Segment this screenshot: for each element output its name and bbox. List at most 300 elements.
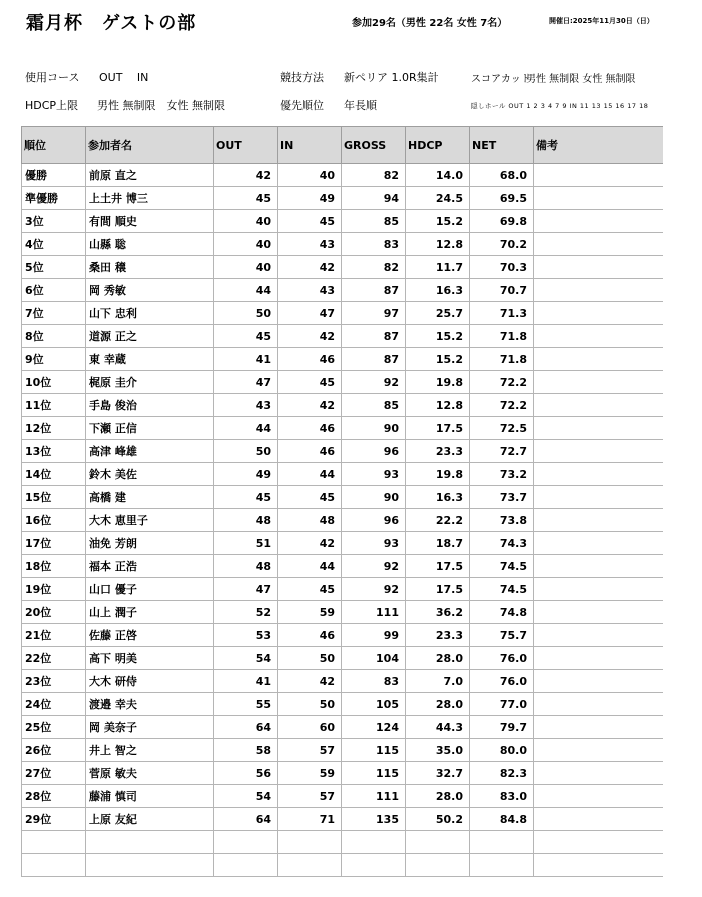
net-cell: 72.2 bbox=[470, 371, 534, 394]
hdcp-cell: 15.2 bbox=[406, 348, 470, 371]
remarks-cell bbox=[534, 210, 663, 233]
remarks-cell bbox=[534, 394, 663, 417]
hdcp-cell: 24.5 bbox=[406, 187, 470, 210]
rank-cell: 19位 bbox=[22, 578, 86, 601]
course-value: OUT IN bbox=[99, 71, 149, 84]
gross-cell: 85 bbox=[342, 394, 406, 417]
remarks-cell bbox=[534, 785, 663, 808]
hdcp-limit-label: HDCP上限 bbox=[25, 99, 79, 112]
in-cell: 44 bbox=[278, 555, 342, 578]
out-cell: 40 bbox=[214, 256, 278, 279]
results-table bbox=[21, 126, 663, 877]
in-cell: 43 bbox=[278, 233, 342, 256]
gross-cell: 124 bbox=[342, 716, 406, 739]
net-cell: 71.8 bbox=[470, 325, 534, 348]
name-cell: 大木 恵里子 bbox=[86, 509, 214, 532]
remarks-cell bbox=[534, 371, 663, 394]
net-cell: 69.8 bbox=[470, 210, 534, 233]
table-row bbox=[22, 808, 663, 831]
remarks-cell bbox=[534, 808, 663, 831]
net-cell: 70.3 bbox=[470, 256, 534, 279]
gross-cell: 87 bbox=[342, 325, 406, 348]
out-cell: 49 bbox=[214, 463, 278, 486]
rank-cell: 6位 bbox=[22, 279, 86, 302]
rank-cell: 5位 bbox=[22, 256, 86, 279]
name-cell: 梶原 圭介 bbox=[86, 371, 214, 394]
name-cell: 大木 研侍 bbox=[86, 670, 214, 693]
in-cell bbox=[278, 831, 342, 854]
table-row bbox=[22, 647, 663, 670]
in-cell: 57 bbox=[278, 785, 342, 808]
rank-cell: 22位 bbox=[22, 647, 86, 670]
header-gross: GROSS bbox=[342, 127, 406, 164]
out-cell: 41 bbox=[214, 670, 278, 693]
net-cell: 72.5 bbox=[470, 417, 534, 440]
in-cell: 48 bbox=[278, 509, 342, 532]
rank-cell: 13位 bbox=[22, 440, 86, 463]
hdcp-cell bbox=[406, 854, 470, 877]
rank-cell: 15位 bbox=[22, 486, 86, 509]
out-cell: 45 bbox=[214, 325, 278, 348]
name-cell: 佐藤 正啓 bbox=[86, 624, 214, 647]
rank-cell: 28位 bbox=[22, 785, 86, 808]
remarks-cell bbox=[534, 578, 663, 601]
gross-cell: 115 bbox=[342, 739, 406, 762]
name-cell: 上土井 博三 bbox=[86, 187, 214, 210]
in-cell: 50 bbox=[278, 693, 342, 716]
rank-cell: 27位 bbox=[22, 762, 86, 785]
table-row bbox=[22, 555, 663, 578]
course-label: 使用コース bbox=[25, 71, 80, 84]
gross-cell: 92 bbox=[342, 578, 406, 601]
hdcp-cell: 17.5 bbox=[406, 555, 470, 578]
rank-cell: 29位 bbox=[22, 808, 86, 831]
table-row bbox=[22, 601, 663, 624]
net-cell: 68.0 bbox=[470, 164, 534, 187]
hdcp-limit-value: 男性 無制限 女性 無制限 bbox=[97, 99, 225, 112]
gross-cell: 87 bbox=[342, 348, 406, 371]
name-cell: 有間 順史 bbox=[86, 210, 214, 233]
remarks-cell bbox=[534, 348, 663, 371]
hdcp-cell: 17.5 bbox=[406, 578, 470, 601]
name-cell: 藤浦 慎司 bbox=[86, 785, 214, 808]
table-row bbox=[22, 854, 663, 877]
in-cell: 46 bbox=[278, 348, 342, 371]
remarks-cell bbox=[534, 256, 663, 279]
remarks-cell bbox=[534, 325, 663, 348]
name-cell: 渡邉 幸夫 bbox=[86, 693, 214, 716]
header-remarks: 備考 bbox=[534, 127, 663, 164]
out-cell bbox=[214, 854, 278, 877]
table-row bbox=[22, 693, 663, 716]
table-row bbox=[22, 371, 663, 394]
in-cell: 50 bbox=[278, 647, 342, 670]
name-cell: 高橋 建 bbox=[86, 486, 214, 509]
header-out: OUT bbox=[214, 127, 278, 164]
out-cell: 54 bbox=[214, 647, 278, 670]
rank-cell: 17位 bbox=[22, 532, 86, 555]
hdcp-cell: 19.8 bbox=[406, 463, 470, 486]
table-row bbox=[22, 256, 663, 279]
hdcp-cell: 12.8 bbox=[406, 394, 470, 417]
out-cell: 44 bbox=[214, 279, 278, 302]
net-cell bbox=[470, 854, 534, 877]
remarks-cell bbox=[534, 693, 663, 716]
in-cell: 60 bbox=[278, 716, 342, 739]
out-cell: 45 bbox=[214, 486, 278, 509]
rank-cell: 11位 bbox=[22, 394, 86, 417]
gross-cell: 115 bbox=[342, 762, 406, 785]
name-cell: 前原 直之 bbox=[86, 164, 214, 187]
net-cell: 74.5 bbox=[470, 578, 534, 601]
scorecut-label: スコアカット bbox=[471, 74, 531, 85]
header-hdcp: HDCP bbox=[406, 127, 470, 164]
table-row bbox=[22, 187, 663, 210]
hdcp-cell: 19.8 bbox=[406, 371, 470, 394]
net-cell: 72.2 bbox=[470, 394, 534, 417]
remarks-cell bbox=[534, 716, 663, 739]
out-cell: 48 bbox=[214, 509, 278, 532]
table-row bbox=[22, 716, 663, 739]
remarks-cell bbox=[534, 647, 663, 670]
net-cell: 80.0 bbox=[470, 739, 534, 762]
remarks-cell bbox=[534, 762, 663, 785]
rank-cell bbox=[22, 831, 86, 854]
table-row bbox=[22, 578, 663, 601]
gross-cell: 97 bbox=[342, 302, 406, 325]
out-cell: 42 bbox=[214, 164, 278, 187]
remarks-cell bbox=[534, 831, 663, 854]
out-cell: 43 bbox=[214, 394, 278, 417]
rank-cell: 21位 bbox=[22, 624, 86, 647]
remarks-cell bbox=[534, 417, 663, 440]
in-cell: 45 bbox=[278, 486, 342, 509]
remarks-cell bbox=[534, 739, 663, 762]
hdcp-cell: 25.7 bbox=[406, 302, 470, 325]
results-body bbox=[22, 164, 663, 877]
name-cell: 福本 正浩 bbox=[86, 555, 214, 578]
out-cell: 52 bbox=[214, 601, 278, 624]
rank-cell: 4位 bbox=[22, 233, 86, 256]
net-cell: 83.0 bbox=[470, 785, 534, 808]
remarks-cell bbox=[534, 670, 663, 693]
remarks-cell bbox=[534, 463, 663, 486]
table-row bbox=[22, 440, 663, 463]
gross-cell bbox=[342, 831, 406, 854]
gross-cell: 99 bbox=[342, 624, 406, 647]
header-rank: 順位 bbox=[22, 127, 86, 164]
out-cell: 55 bbox=[214, 693, 278, 716]
hdcp-cell: 18.7 bbox=[406, 532, 470, 555]
table-row bbox=[22, 624, 663, 647]
hdcp-cell: 12.8 bbox=[406, 233, 470, 256]
rank-cell: 7位 bbox=[22, 302, 86, 325]
net-cell: 73.2 bbox=[470, 463, 534, 486]
hdcp-cell: 7.0 bbox=[406, 670, 470, 693]
remarks-cell bbox=[534, 164, 663, 187]
out-cell: 40 bbox=[214, 210, 278, 233]
out-cell: 58 bbox=[214, 739, 278, 762]
remarks-cell bbox=[534, 601, 663, 624]
gross-cell: 92 bbox=[342, 555, 406, 578]
table-row bbox=[22, 785, 663, 808]
name-cell: 岡 秀敏 bbox=[86, 279, 214, 302]
table-row bbox=[22, 670, 663, 693]
scorecut-value: 男性 無制限 女性 無制限 bbox=[526, 74, 636, 85]
in-cell: 42 bbox=[278, 325, 342, 348]
rank-cell: 3位 bbox=[22, 210, 86, 233]
hidden-holes: 隠しホール OUT 1 2 3 4 7 9 IN 11 13 15 16 17 18 bbox=[471, 102, 649, 110]
table-row bbox=[22, 509, 663, 532]
table-row bbox=[22, 486, 663, 509]
hdcp-cell: 16.3 bbox=[406, 486, 470, 509]
table-row bbox=[22, 762, 663, 785]
in-cell: 57 bbox=[278, 739, 342, 762]
net-cell: 72.7 bbox=[470, 440, 534, 463]
name-cell: 山下 忠利 bbox=[86, 302, 214, 325]
rank-cell: 12位 bbox=[22, 417, 86, 440]
table-header-row bbox=[22, 127, 663, 164]
gross-cell: 104 bbox=[342, 647, 406, 670]
gross-cell: 83 bbox=[342, 670, 406, 693]
net-cell: 84.8 bbox=[470, 808, 534, 831]
out-cell: 51 bbox=[214, 532, 278, 555]
header-in: IN bbox=[278, 127, 342, 164]
remarks-cell bbox=[534, 854, 663, 877]
remarks-cell bbox=[534, 555, 663, 578]
net-cell: 74.3 bbox=[470, 532, 534, 555]
rank-cell: 18位 bbox=[22, 555, 86, 578]
participant-count: 参加29名（男性 22名 女性 7名） bbox=[352, 18, 508, 29]
out-cell: 47 bbox=[214, 578, 278, 601]
in-cell: 42 bbox=[278, 670, 342, 693]
net-cell: 76.0 bbox=[470, 647, 534, 670]
hdcp-cell: 23.3 bbox=[406, 440, 470, 463]
rank-cell: 24位 bbox=[22, 693, 86, 716]
remarks-cell bbox=[534, 279, 663, 302]
remarks-cell bbox=[534, 624, 663, 647]
net-cell bbox=[470, 831, 534, 854]
gross-cell bbox=[342, 854, 406, 877]
in-cell bbox=[278, 854, 342, 877]
name-cell: 高下 明美 bbox=[86, 647, 214, 670]
priority-label: 優先順位 bbox=[280, 99, 324, 112]
net-cell: 70.7 bbox=[470, 279, 534, 302]
method-label: 競技方法 bbox=[280, 71, 324, 84]
hdcp-cell: 28.0 bbox=[406, 785, 470, 808]
hdcp-cell: 44.3 bbox=[406, 716, 470, 739]
in-cell: 71 bbox=[278, 808, 342, 831]
name-cell: 油免 芳朗 bbox=[86, 532, 214, 555]
name-cell: 山口 優子 bbox=[86, 578, 214, 601]
out-cell: 64 bbox=[214, 716, 278, 739]
in-cell: 47 bbox=[278, 302, 342, 325]
hdcp-cell bbox=[406, 831, 470, 854]
gross-cell: 93 bbox=[342, 532, 406, 555]
hdcp-cell: 28.0 bbox=[406, 647, 470, 670]
in-cell: 42 bbox=[278, 394, 342, 417]
name-cell: 山縣 聡 bbox=[86, 233, 214, 256]
table-row bbox=[22, 417, 663, 440]
gross-cell: 87 bbox=[342, 279, 406, 302]
in-cell: 46 bbox=[278, 417, 342, 440]
out-cell: 41 bbox=[214, 348, 278, 371]
hdcp-cell: 32.7 bbox=[406, 762, 470, 785]
in-cell: 45 bbox=[278, 210, 342, 233]
in-cell: 42 bbox=[278, 256, 342, 279]
table-row bbox=[22, 348, 663, 371]
name-cell: 高津 峰雄 bbox=[86, 440, 214, 463]
gross-cell: 111 bbox=[342, 785, 406, 808]
table-row bbox=[22, 302, 663, 325]
hdcp-cell: 17.5 bbox=[406, 417, 470, 440]
gross-cell: 105 bbox=[342, 693, 406, 716]
gross-cell: 96 bbox=[342, 509, 406, 532]
gross-cell: 94 bbox=[342, 187, 406, 210]
net-cell: 77.0 bbox=[470, 693, 534, 716]
hdcp-cell: 50.2 bbox=[406, 808, 470, 831]
table-row bbox=[22, 279, 663, 302]
remarks-cell bbox=[534, 233, 663, 256]
in-cell: 46 bbox=[278, 440, 342, 463]
net-cell: 79.7 bbox=[470, 716, 534, 739]
gross-cell: 92 bbox=[342, 371, 406, 394]
net-cell: 75.7 bbox=[470, 624, 534, 647]
net-cell: 73.8 bbox=[470, 509, 534, 532]
name-cell: 桑田 穣 bbox=[86, 256, 214, 279]
hdcp-cell: 23.3 bbox=[406, 624, 470, 647]
remarks-cell bbox=[534, 532, 663, 555]
out-cell: 47 bbox=[214, 371, 278, 394]
net-cell: 74.5 bbox=[470, 555, 534, 578]
out-cell: 64 bbox=[214, 808, 278, 831]
net-cell: 69.5 bbox=[470, 187, 534, 210]
net-cell: 71.3 bbox=[470, 302, 534, 325]
hdcp-cell: 35.0 bbox=[406, 739, 470, 762]
rank-cell: 9位 bbox=[22, 348, 86, 371]
table-row bbox=[22, 463, 663, 486]
name-cell: 下瀬 正信 bbox=[86, 417, 214, 440]
page-title: 霜月杯 ゲストの部 bbox=[26, 13, 197, 34]
in-cell: 59 bbox=[278, 762, 342, 785]
net-cell: 82.3 bbox=[470, 762, 534, 785]
rank-cell: 優勝 bbox=[22, 164, 86, 187]
hdcp-cell: 28.0 bbox=[406, 693, 470, 716]
gross-cell: 85 bbox=[342, 210, 406, 233]
out-cell: 54 bbox=[214, 785, 278, 808]
in-cell: 40 bbox=[278, 164, 342, 187]
rank-cell bbox=[22, 854, 86, 877]
table-row bbox=[22, 532, 663, 555]
table-row bbox=[22, 233, 663, 256]
hdcp-cell: 36.2 bbox=[406, 601, 470, 624]
gross-cell: 83 bbox=[342, 233, 406, 256]
name-cell: 菅原 敏夫 bbox=[86, 762, 214, 785]
in-cell: 44 bbox=[278, 463, 342, 486]
name-cell: 山上 潤子 bbox=[86, 601, 214, 624]
hdcp-cell: 22.2 bbox=[406, 509, 470, 532]
remarks-cell bbox=[534, 302, 663, 325]
out-cell: 56 bbox=[214, 762, 278, 785]
table-row bbox=[22, 164, 663, 187]
table-row bbox=[22, 394, 663, 417]
gross-cell: 90 bbox=[342, 417, 406, 440]
name-cell: 手島 俊治 bbox=[86, 394, 214, 417]
rank-cell: 26位 bbox=[22, 739, 86, 762]
hdcp-cell: 14.0 bbox=[406, 164, 470, 187]
table-row bbox=[22, 739, 663, 762]
net-cell: 71.8 bbox=[470, 348, 534, 371]
out-cell bbox=[214, 831, 278, 854]
rank-cell: 準優勝 bbox=[22, 187, 86, 210]
header-name: 参加者名 bbox=[86, 127, 214, 164]
gross-cell: 96 bbox=[342, 440, 406, 463]
remarks-cell bbox=[534, 486, 663, 509]
gross-cell: 82 bbox=[342, 164, 406, 187]
out-cell: 50 bbox=[214, 440, 278, 463]
rank-cell: 25位 bbox=[22, 716, 86, 739]
hdcp-cell: 11.7 bbox=[406, 256, 470, 279]
net-cell: 74.8 bbox=[470, 601, 534, 624]
gross-cell: 93 bbox=[342, 463, 406, 486]
in-cell: 45 bbox=[278, 371, 342, 394]
rank-cell: 16位 bbox=[22, 509, 86, 532]
name-cell: 岡 美奈子 bbox=[86, 716, 214, 739]
in-cell: 42 bbox=[278, 532, 342, 555]
in-cell: 45 bbox=[278, 578, 342, 601]
header-net: NET bbox=[470, 127, 534, 164]
rank-cell: 8位 bbox=[22, 325, 86, 348]
out-cell: 44 bbox=[214, 417, 278, 440]
net-cell: 73.7 bbox=[470, 486, 534, 509]
name-cell bbox=[86, 831, 214, 854]
gross-cell: 90 bbox=[342, 486, 406, 509]
net-cell: 70.2 bbox=[470, 233, 534, 256]
name-cell: 井上 智之 bbox=[86, 739, 214, 762]
remarks-cell bbox=[534, 509, 663, 532]
event-date: 開催日:2025年11月30日（日） bbox=[549, 17, 654, 25]
rank-cell: 20位 bbox=[22, 601, 86, 624]
priority-value: 年長順 bbox=[344, 99, 377, 112]
out-cell: 40 bbox=[214, 233, 278, 256]
remarks-cell bbox=[534, 187, 663, 210]
out-cell: 50 bbox=[214, 302, 278, 325]
rank-cell: 10位 bbox=[22, 371, 86, 394]
table-row bbox=[22, 325, 663, 348]
name-cell: 道源 正之 bbox=[86, 325, 214, 348]
in-cell: 43 bbox=[278, 279, 342, 302]
method-value: 新ペリア 1.0R集計 bbox=[344, 71, 439, 84]
name-cell: 上原 友紀 bbox=[86, 808, 214, 831]
out-cell: 45 bbox=[214, 187, 278, 210]
name-cell: 鈴木 美佐 bbox=[86, 463, 214, 486]
rank-cell: 14位 bbox=[22, 463, 86, 486]
rank-cell: 23位 bbox=[22, 670, 86, 693]
gross-cell: 111 bbox=[342, 601, 406, 624]
name-cell bbox=[86, 854, 214, 877]
gross-cell: 82 bbox=[342, 256, 406, 279]
remarks-cell bbox=[534, 440, 663, 463]
hdcp-cell: 16.3 bbox=[406, 279, 470, 302]
table-row bbox=[22, 210, 663, 233]
table-row bbox=[22, 831, 663, 854]
gross-cell: 135 bbox=[342, 808, 406, 831]
hdcp-cell: 15.2 bbox=[406, 325, 470, 348]
hdcp-cell: 15.2 bbox=[406, 210, 470, 233]
in-cell: 59 bbox=[278, 601, 342, 624]
out-cell: 53 bbox=[214, 624, 278, 647]
in-cell: 49 bbox=[278, 187, 342, 210]
